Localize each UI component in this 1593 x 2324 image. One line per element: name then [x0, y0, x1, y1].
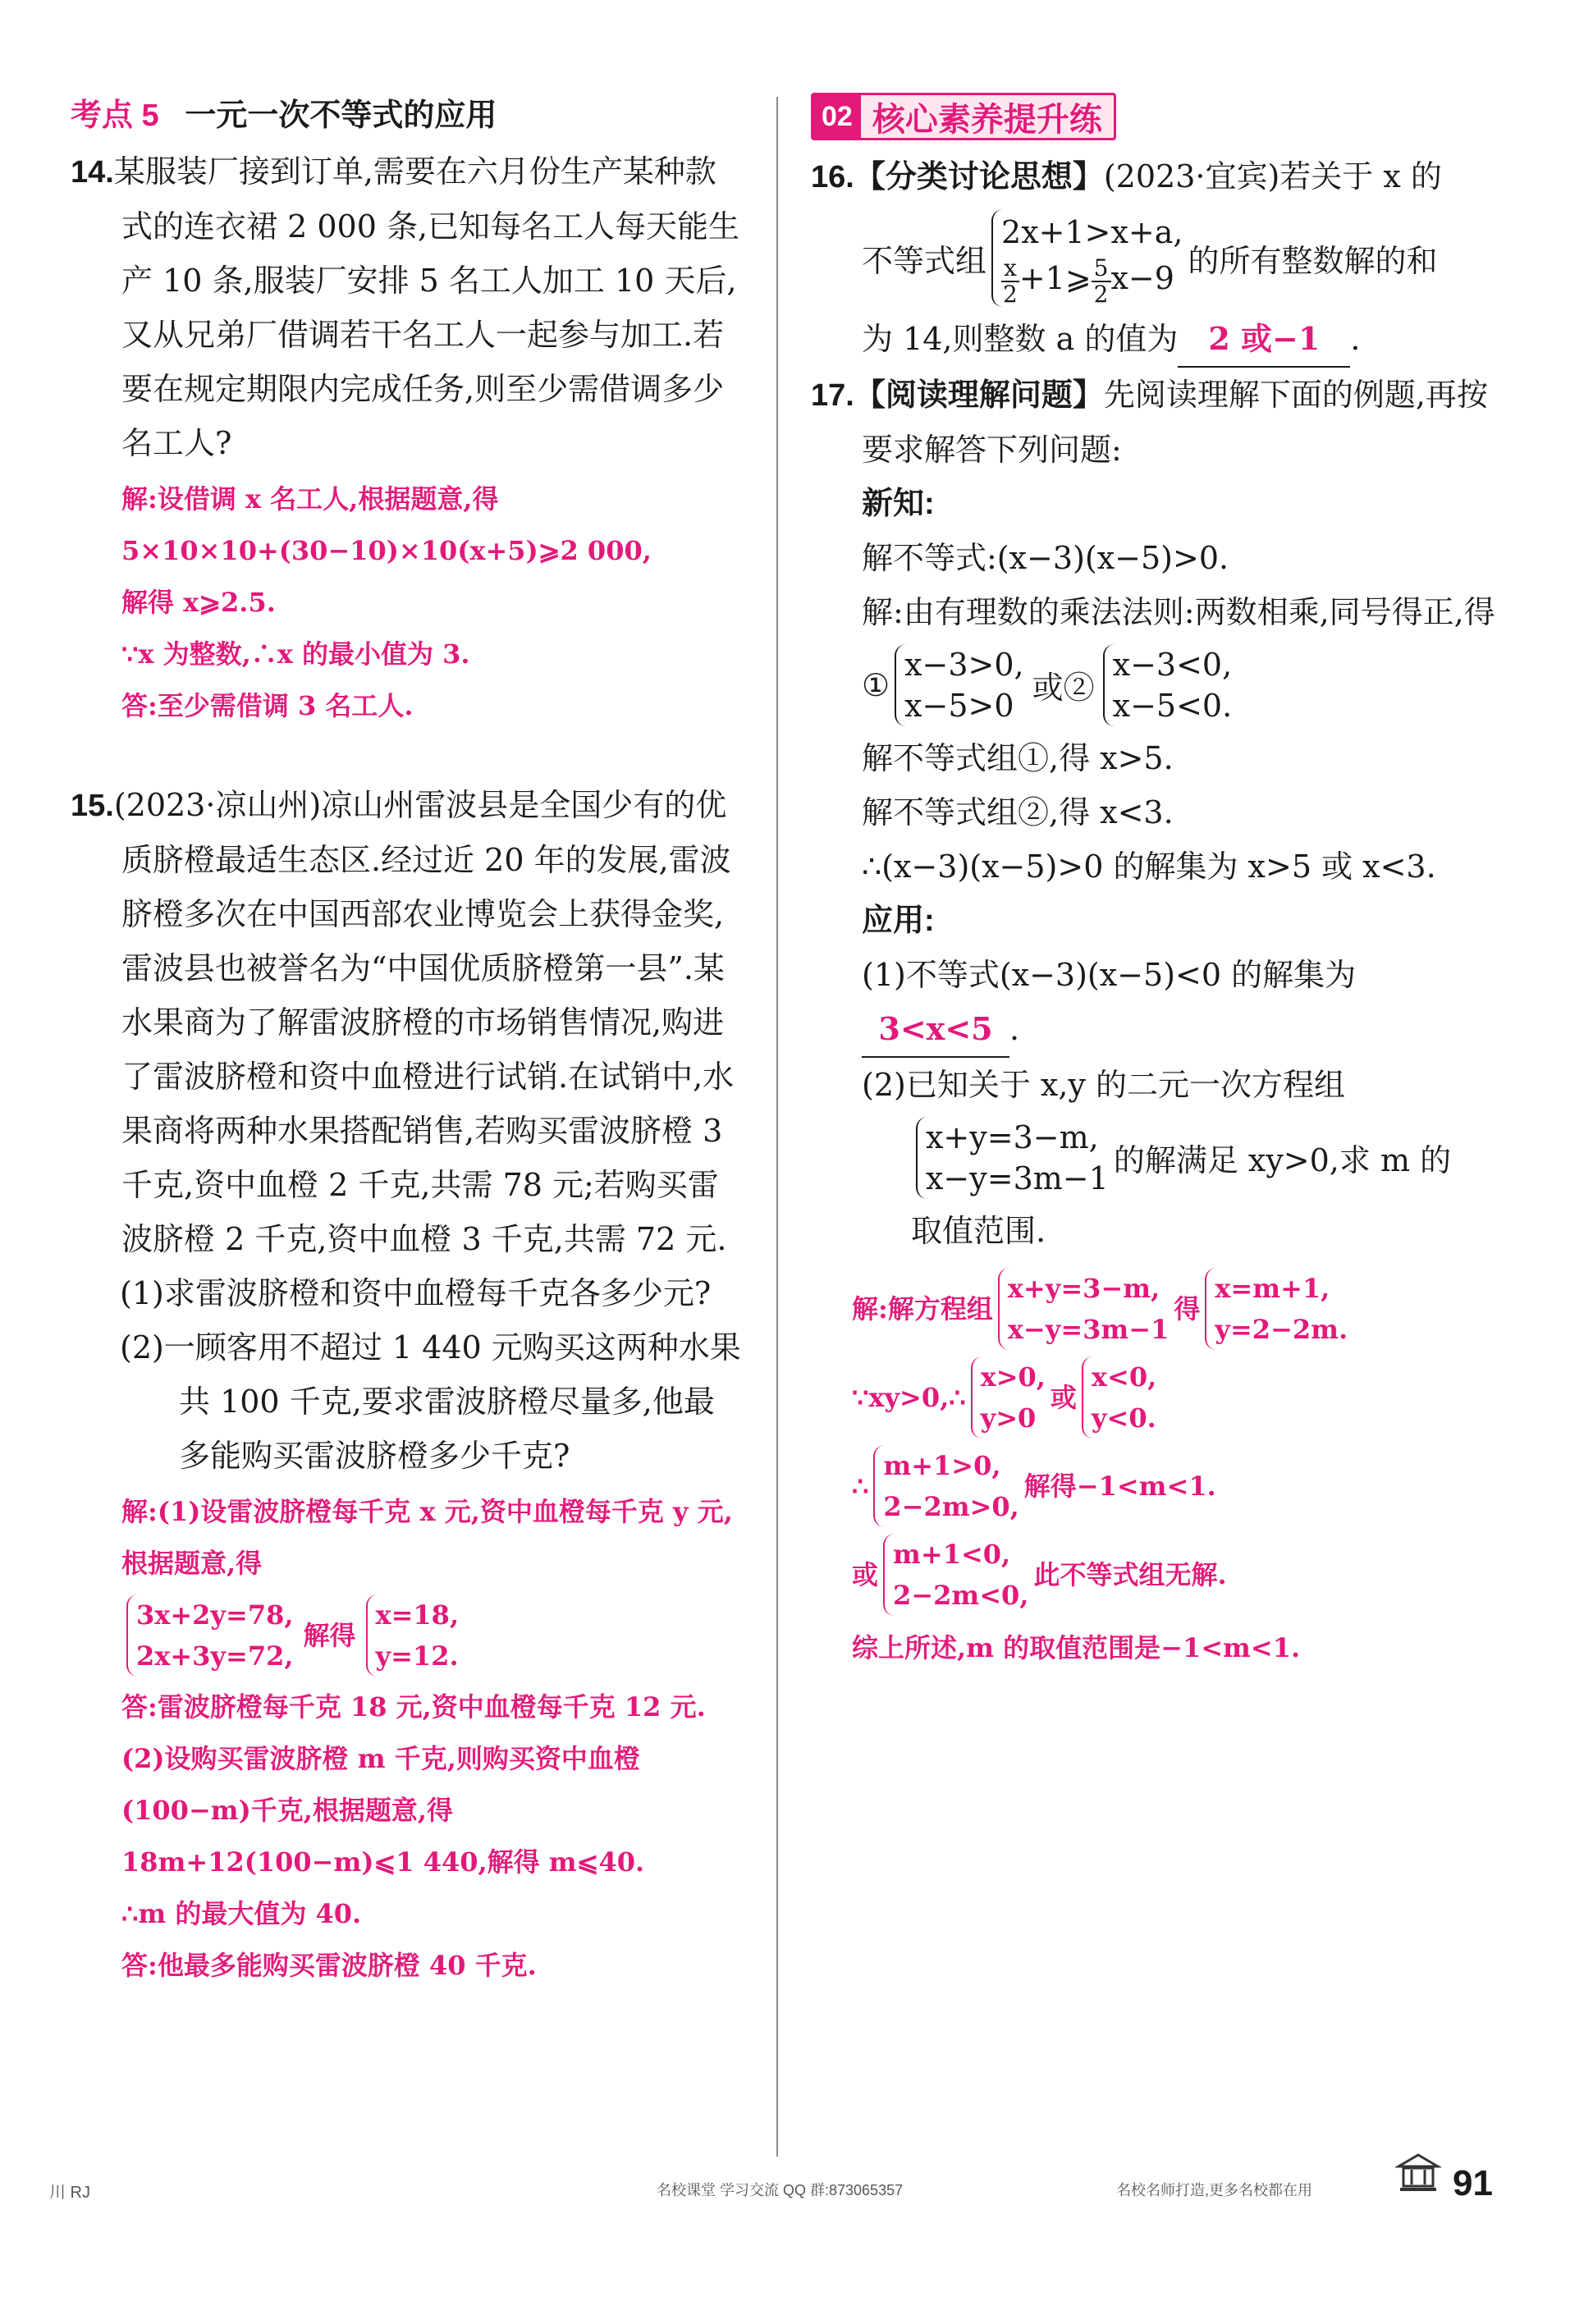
equation: y=2−2m. — [1215, 1313, 1348, 1345]
example-line: 解不等式组②,得 x<3. — [862, 794, 1174, 830]
answer-line: ∵x 为整数,∴x 的最小值为 3. — [121, 638, 470, 670]
numerator: x — [1001, 256, 1019, 282]
inequality: m+1>0, — [883, 1449, 1001, 1481]
application-part-2-tail: 的解满足 xy>0,求 m 的 — [1113, 1142, 1452, 1178]
yingyong-label: 应用: — [862, 903, 935, 938]
inequality — [1001, 254, 1174, 308]
inequality: m+1<0, — [893, 1538, 1011, 1570]
period: . — [1009, 1010, 1020, 1047]
kaodian-title: 一元一次不等式的应用 — [185, 98, 497, 133]
equation: 3x+2y=78, — [136, 1599, 294, 1631]
answer-line: 答:雷波脐橙每千克 18 元,资中血橙每千克 12 元. — [121, 1691, 706, 1722]
inequality-mid: +1⩾ — [1019, 260, 1092, 296]
inequality: 2−2m<0, — [893, 1579, 1029, 1611]
question-14 — [71, 144, 744, 470]
page-number: 91 — [1453, 2163, 1493, 2203]
question-15-part-1: (1)求雷波脐橙和资中血橙每千克各多少元? — [120, 1275, 712, 1311]
answer-line: 解:设借调 x 名工人,根据题意,得 — [121, 483, 499, 515]
answer-text: 此不等式组无解. — [1033, 1558, 1227, 1590]
question-15 — [71, 778, 744, 1266]
equation: 2x+3y=72, — [136, 1640, 294, 1672]
column-divider — [776, 97, 778, 2157]
answer-line: (2)设购买雷波脐橙 m 千克,则购买资中血橙(100−m)千克,根据题意,得 — [121, 1743, 640, 1826]
section-number: 02 — [813, 95, 861, 138]
inequality: x>0, — [980, 1361, 1046, 1393]
inequality: x−5<0. — [1112, 687, 1233, 724]
answer-row — [811, 1268, 1500, 1350]
system-suffix: 的所有整数解的和 — [1188, 242, 1438, 279]
application-part-2-end: 取值范围. — [911, 1212, 1046, 1249]
question-16-tag: 【分类讨论思想】 — [854, 160, 1104, 194]
section-badge — [811, 93, 1116, 140]
or-circle-two: 或② — [1032, 670, 1095, 706]
question-16-end-text: 为 14,则整数 a 的值为 — [862, 320, 1179, 357]
inequality: y<0. — [1091, 1402, 1156, 1434]
circle-one: ① — [862, 666, 890, 703]
right-column — [811, 92, 1500, 1674]
fraction — [1001, 256, 1019, 307]
inequality-system — [883, 1534, 1028, 1616]
inequality: x<0, — [1091, 1361, 1157, 1393]
question-16 — [811, 149, 1500, 204]
question-17 — [811, 368, 1500, 477]
publisher-logo-icon — [1395, 2150, 1441, 2196]
denominator: 2 — [1003, 280, 1018, 308]
answer-text: 或 — [852, 1558, 879, 1590]
question-17-tag: 【阅读理解问题】 — [854, 377, 1104, 413]
answer-row — [811, 1445, 1500, 1527]
question-15-number: 15. — [71, 789, 114, 823]
answer-text: 解:解方程组 — [852, 1292, 993, 1324]
equation: x+y=3−m, — [926, 1119, 1099, 1155]
answer-row — [811, 1534, 1500, 1616]
question-16-number: 16. — [811, 160, 854, 194]
inequality-tail: x−9 — [1110, 260, 1174, 296]
equation: y=12. — [375, 1640, 459, 1672]
application-part-2: (2)已知关于 x,y 的二元一次方程组 — [862, 1066, 1345, 1103]
question-14-number: 14. — [71, 155, 114, 190]
answer-blank: 3<x<5 — [862, 1002, 1009, 1058]
example-systems-row — [811, 644, 1500, 726]
inequality: x−5>0 — [904, 687, 1014, 724]
equation: x−y=3m−1 — [926, 1160, 1109, 1196]
question-14-text: 某服装厂接到订单,需要在六月份生产某种款式的连衣裙 2 000 条,已知每名工人每天能生产 10 条,服装厂安排 5 名工人加工 10 天后,又从兄弟厂借调若干名工人一起参与加工.若要在规定期限内完成任务,则至少需借调多少名工人? — [113, 153, 740, 461]
question-15-text: (2023·凉山州)凉山州雷波县是全国少有的优质脐橙最适生态区.经过近 20 年的发展,雷波脐橙多次在中国西部农业博览会上获得金奖,雷波县也被誉名为“中国优质脐橙第一县”.某水果商为了解雷波脐橙的市场销售情况,购进了雷波脐橙和资中血橙进行试销.在试销中,水果商将两种水果搭配销售,若购买雷波脐橙 3 千克,资中血橙 2 千克,共需 78 元;若购买雷波脐橙 2 千克,资中血橙 3 千克,共需 72 元. — [113, 787, 735, 1257]
answer-text: 或 — [1050, 1381, 1077, 1413]
question-15-answer — [71, 1486, 744, 1992]
answer-line: 18m+12(100−m)⩽1 440,解得 m⩽40. — [121, 1846, 645, 1878]
left-column — [71, 92, 744, 1992]
inequality-system — [991, 209, 1183, 307]
equation: x+y=3−m, — [1007, 1272, 1160, 1304]
question-14-answer — [71, 473, 744, 732]
example-line: 解不等式:(x−3)(x−5)>0. — [862, 539, 1229, 576]
answer-blank: 2 或−1 — [1178, 312, 1350, 368]
application-part-1-text: (1)不等式(x−3)(x−5)<0 的解集为 — [862, 956, 1357, 993]
solution-system — [1205, 1268, 1348, 1350]
xinzhi-label: 新知: — [862, 486, 935, 521]
answer-line: 答:他最多能购买雷波脐橙 40 千克. — [121, 1950, 537, 1981]
solve-word: 解得 — [303, 1620, 356, 1651]
answer-line: 综上所述,m 的取值范围是−1<m<1. — [852, 1631, 1301, 1663]
kaodian-heading — [71, 92, 744, 140]
answer-text: ∵xy>0,∴ — [852, 1381, 966, 1413]
inequality-system — [971, 1356, 1046, 1439]
kaodian-tag: 考点 5 — [71, 98, 159, 133]
question-17-lead: 先阅读理解下面的例题,再按要求解答下列问题: — [862, 376, 1488, 468]
equation-system — [126, 1594, 294, 1677]
question-15-part-2: (2)一顾客用不超过 1 440 元购买这两种水果共 100 千克,要求雷波脐橙尽量多,他最多能购买雷波脐橙多少千克? — [120, 1329, 741, 1474]
answer-line: 解得 x⩾2.5. — [121, 587, 276, 618]
inequality-system — [1103, 644, 1233, 726]
example-line: 解不等式组①,得 x>5. — [862, 739, 1174, 776]
equation: x=m+1, — [1215, 1272, 1330, 1304]
inequality-system — [873, 1445, 1019, 1527]
inequality: 2−2m>0, — [883, 1490, 1019, 1522]
answer-text: 解得−1<m<1. — [1023, 1470, 1216, 1502]
inequality: 2x+1>x+a, — [1001, 214, 1183, 250]
equation: x=18, — [375, 1599, 460, 1631]
equation-system — [998, 1268, 1170, 1350]
numerator: 5 — [1092, 256, 1111, 282]
section-heading — [811, 92, 1500, 141]
period: . — [1350, 320, 1361, 357]
example-line: ∴(x−3)(x−5)>0 的解集为 x>5 或 x<3. — [862, 848, 1436, 885]
system-prefix: 不等式组 — [862, 242, 987, 279]
answer-system-row — [71, 1594, 744, 1677]
section-title: 核心素养提升练 — [872, 101, 1102, 138]
answer-row — [811, 1356, 1500, 1439]
question-16-end — [811, 312, 1500, 368]
footer-edition: 川 RJ — [49, 2184, 90, 2202]
example-line: 解:由有理数的乘法法则:两数相乘,同号得正,得 — [862, 593, 1495, 630]
footer-qq-group: 名校课堂 学习交流 QQ 群:873065357 — [657, 2182, 904, 2198]
question-16-lead: (2023·宜宾)若关于 x 的 — [1103, 158, 1442, 194]
answer-text: ∴ — [852, 1470, 869, 1502]
answer-line: ∴m 的最大值为 40. — [121, 1898, 362, 1929]
question-17-number: 17. — [811, 377, 854, 413]
answer-line: 5×10×10+(30−10)×10(x+5)⩾2 000, — [121, 535, 652, 566]
denominator: 2 — [1093, 280, 1109, 308]
inequality-system — [895, 644, 1024, 726]
question-17-answer — [811, 1268, 1500, 1674]
inequality-system — [1082, 1356, 1156, 1439]
application-part-1 — [811, 948, 1500, 1058]
fraction — [1092, 256, 1111, 307]
inequality: x−3>0, — [904, 646, 1024, 683]
equation: x−y=3m−1 — [1007, 1313, 1170, 1345]
inequality: x−3<0, — [1112, 646, 1233, 683]
inequality: y>0 — [980, 1402, 1037, 1434]
answer-text: 得 — [1174, 1292, 1201, 1324]
application-system-row — [811, 1117, 1500, 1199]
answer-line: 答:至少需借调 3 名工人. — [121, 690, 414, 721]
solution-system — [366, 1594, 460, 1677]
question-16-system-row — [811, 209, 1500, 307]
answer-line: 解:(1)设雷波脐橙每千克 x 元,资中血橙每千克 y 元,根据题意,得 — [121, 1496, 733, 1579]
footer-slogan: 名校名师打造,更多名校都在用 — [1116, 2182, 1312, 2198]
equation-system — [916, 1117, 1109, 1199]
